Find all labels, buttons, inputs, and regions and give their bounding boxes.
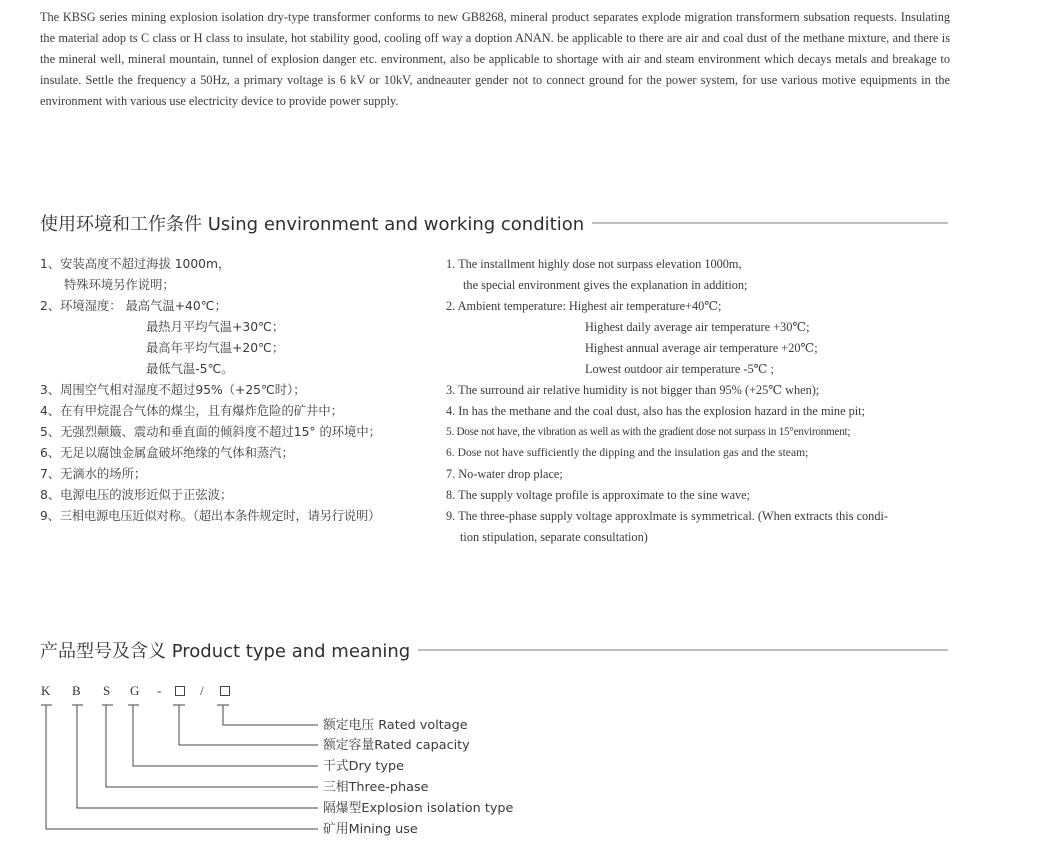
meaning-dry-type: 干式Dry type (323, 759, 404, 774)
condition-cn-2b: 最热月平均气温+30℃； (146, 320, 285, 334)
condition-cn-2d: 最低气温-5℃。 (146, 362, 234, 376)
condition-cn-2: 2、环境湿度： 最高气温+40℃； (40, 299, 227, 313)
connector-three-phase (106, 705, 318, 787)
condition-en-2d: Lowest outdoor air temperature -5℃ ; (585, 362, 774, 376)
code-slash: / (200, 683, 204, 698)
condition-en-1: 1. The installment highly dose not surpass elevation 1000m, (446, 257, 742, 271)
meaning-rated-voltage: 额定电压 Rated voltage (323, 718, 468, 733)
condition-en-8: 8. The supply voltage profile is approximate to the sine wave; (446, 488, 751, 502)
code-letter-s: S (103, 683, 111, 698)
condition-en-1b: the special environment gives the explanation in addition; (463, 278, 748, 292)
connector-mining-use (46, 705, 318, 829)
condition-cn-1: 1、安装高度不超过海拔 1000m， (40, 257, 231, 271)
condition-en-4: 4. In has the methane and the coal dust, also has the explosion hazard in the mine pit; (446, 404, 866, 418)
meaning-mining-use: 矿用Mining use (323, 822, 418, 837)
code-letter-g: G (130, 683, 140, 698)
condition-en-9b: tion stipulation, separate consultation) (460, 530, 648, 544)
meaning-explosion-isolation: 隔爆型Explosion isolation type (323, 801, 514, 816)
condition-en-7: 7. No-water drop place; (446, 467, 563, 481)
condition-cn-2c: 最高年平均气温+20℃； (146, 341, 285, 355)
section-title-text: 使用环境和工作条件 Using environment and working condition (40, 214, 585, 235)
condition-cn-1b: 特殊环境另作说明； (64, 278, 175, 292)
condition-cn-8: 8、电源电压的波形近似于正弦波； (40, 488, 233, 502)
condition-cn-6: 6、无足以腐蚀金属盒破坏绝缘的气体和蒸汽； (40, 446, 294, 460)
section-title-text: 产品型号及含义 Product type and meaning (40, 641, 411, 662)
code-letter-k: K (41, 683, 51, 698)
condition-en-2: 2. Ambient temperature: Highest air temperature+40℃; (446, 299, 722, 313)
condition-cn-9: 9、三相电源电压近似对称。（超出本条件规定时，请另行说明） (40, 509, 381, 523)
condition-en-3: 3. The surround air relative humidity is not bigger than 95% (+25℃ when); (446, 383, 820, 397)
condition-en-2b: Highest daily average air temperature +30℃; (585, 320, 810, 334)
condition-cn-3: 3、周围空气相对湿度不超过95%（+25℃时）； (40, 383, 306, 397)
condition-en-5: 5. Dose not have, the vibration as well as with the gradient dose not surpass in 15°environment; (446, 426, 851, 438)
intro-paragraph: The KBSG series mining explosion isolation dry-type transformer conforms to new GB8268, mineral product separates explode migration transformern subsation requests. Insulating the material adop ts C class or H class to insulate, hot stability good, cooling off way a doption ANAN. be applicable to there are air and coal dust of the methane mixture, and there is the mineral well, mineral mountain, tunnel of explosion danger etc. environment, also be applicable to shortage with air and steam environment which decays metals and breakage to insulate. Settle the frequency a 50Hz, a primary voltage is 6 kV or 10kV, andneauter gender not to connect ground for the power system, for use various motive equipments in the environment with various use electricity device to provide power supply. (40, 10, 950, 108)
code-dash: - (157, 683, 162, 698)
condition-cn-5: 5、无强烈颠簸、震动和垂直面的倾斜度不超过15° 的环境中； (40, 425, 381, 439)
connector-rated-voltage (223, 705, 318, 725)
condition-cn-4: 4、在有甲烷混合气体的煤尘，且有爆炸危险的矿井中； (40, 404, 343, 418)
condition-cn-7: 7、无滴水的场所； (40, 467, 147, 481)
meaning-rated-capacity: 额定容量Rated capacity (323, 738, 470, 753)
code-letter-b: B (72, 683, 81, 698)
connector-dry-type (133, 705, 318, 766)
condition-en-6: 6. Dose not have sufficiently the dipping and the insulation gas and the steam; (446, 446, 809, 459)
condition-en-9: 9. The three-phase supply voltage approxlmate is symmetrical. (When extracts this condi- (446, 509, 888, 523)
condition-en-2c: Highest annual average air temperature +20℃; (585, 341, 818, 355)
connector-explosion-isolation (77, 705, 318, 808)
meaning-three-phase: 三相Three-phase (323, 780, 429, 795)
